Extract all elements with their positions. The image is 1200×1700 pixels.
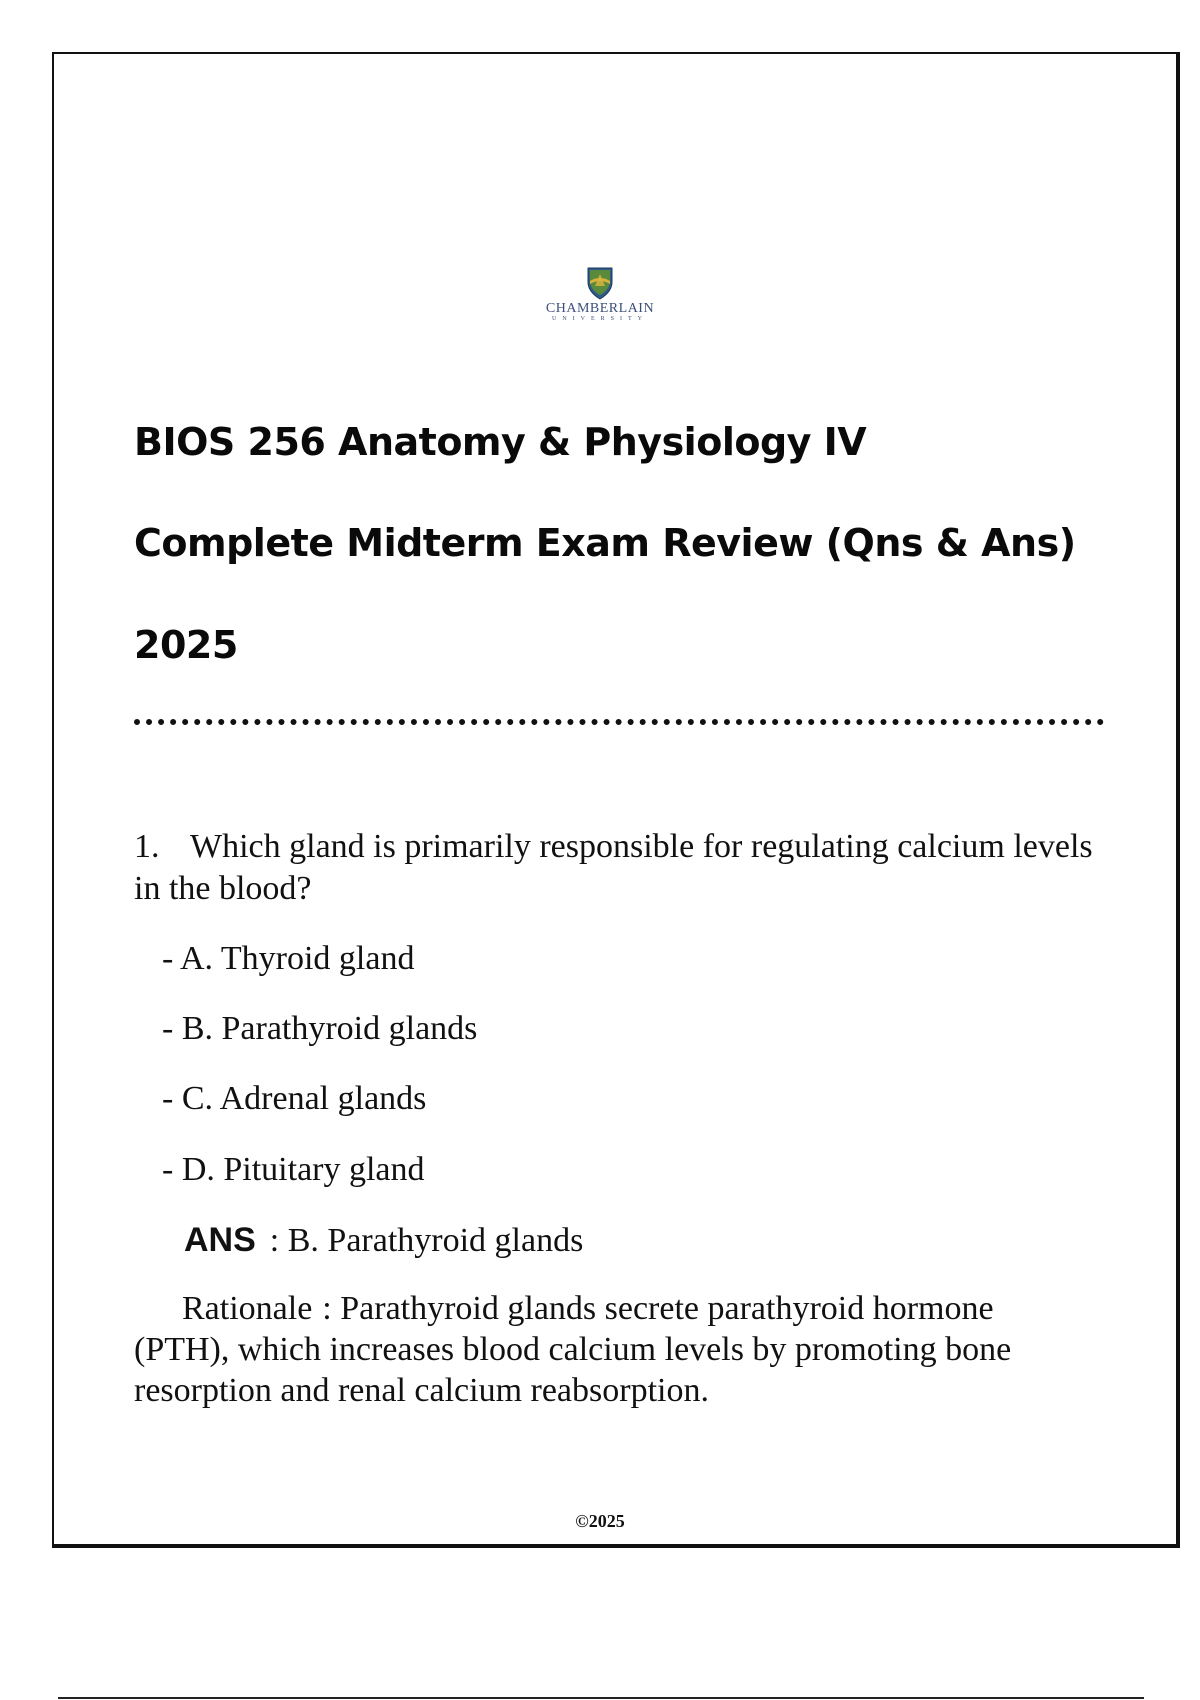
option-b: - B. Parathyroid glands <box>162 1010 478 1047</box>
logo-name: CHAMBERLAIN <box>545 301 655 316</box>
bottom-rule <box>58 1697 1144 1699</box>
rationale-label: Rationale <box>182 1290 313 1327</box>
option-a: - A. Thyroid gland <box>162 940 415 977</box>
option-d: - D. Pituitary gland <box>162 1151 425 1188</box>
shield-icon <box>586 266 614 300</box>
document-title-year: 2025 <box>134 623 238 667</box>
question-number: 1. <box>134 828 160 865</box>
dotted-divider <box>134 719 1104 725</box>
logo-subtitle: UNIVERSITY <box>552 316 648 322</box>
document-title-line-2: Complete Midterm Exam Review (Qns & Ans) <box>134 521 1076 565</box>
answer-text: : B. Parathyroid glands <box>269 1222 584 1259</box>
university-logo <box>536 266 664 323</box>
option-c: - C. Adrenal glands <box>162 1080 427 1117</box>
rationale-paragraph <box>134 1288 1094 1411</box>
question-text: Which gland is primarily responsible for regulating calcium levels in the blood? <box>134 828 1093 907</box>
copyright-footer: ©2025 <box>575 1511 625 1531</box>
document-title-line-1: BIOS 256 Anatomy & Physiology IV <box>134 420 867 464</box>
answer-line <box>184 1219 583 1262</box>
question-stem <box>134 826 1094 910</box>
rationale-text: : Parathyroid glands secrete parathyroid hormone (PTH), which increases blood calcium levels by promoting bone resorption and renal calcium reabsorption. <box>134 1290 1012 1409</box>
answer-label: ANS <box>184 1221 256 1259</box>
